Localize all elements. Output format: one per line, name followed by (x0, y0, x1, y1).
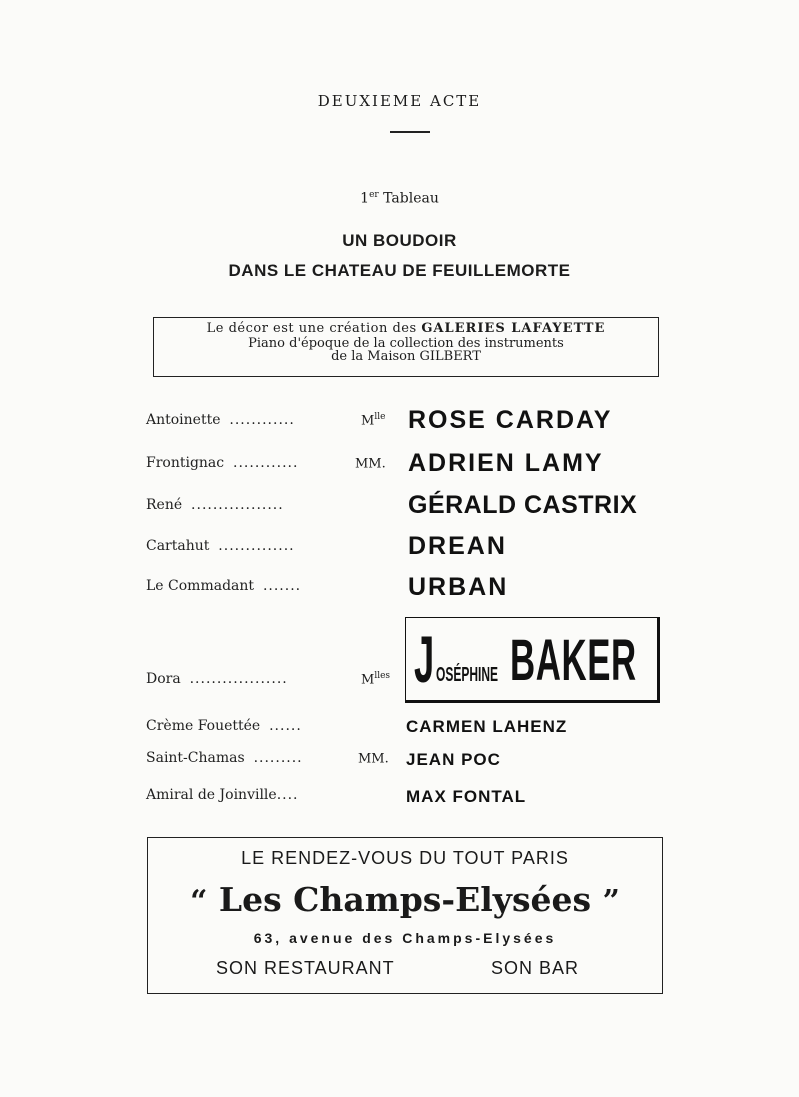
tableau-heading (0, 190, 799, 207)
advert-box (147, 837, 663, 994)
act-title: DEUXIEME ACTE (317, 92, 482, 110)
cast-actor: URBAN (408, 573, 509, 601)
advert-name (148, 880, 662, 919)
credit-line2: Piano d'époque de la collection des instruments (248, 336, 564, 351)
cast-actor: GÉRALD CASTRIX (408, 491, 638, 519)
credit-line3: de la Maison GILBERT (331, 349, 481, 364)
cast-actor: ROSE CARDAY (408, 406, 613, 434)
advert-venue: Les Champs-Elysées (218, 880, 592, 919)
cast-actor: MAX FONTAL (406, 787, 527, 806)
close-quote: ” (602, 884, 620, 919)
cast-role: Dora .................. (146, 671, 288, 687)
cast-role: Crème Fouettée ...... (146, 718, 302, 734)
star-billing-box (405, 617, 660, 703)
scene-title-line2: DANS LE CHATEAU DE FEUILLEMORTE (228, 261, 571, 280)
advert-address: 63, avenue des Champs-Elysées (253, 930, 557, 946)
cast-title: MM. (358, 751, 389, 767)
scene-title-line1: UN BOUDOIR (342, 231, 457, 250)
credit-line1 (154, 321, 658, 337)
decor-credit-box (153, 317, 659, 377)
cast-title: $M^{lles}$ (361, 671, 391, 688)
cast-role: Amiral de Joinville.... (146, 787, 299, 803)
advert-bar: SON BAR (491, 958, 580, 978)
title-rule (390, 131, 430, 133)
credit-prefix: Le décor est une création des (206, 321, 417, 336)
cast-role: Antoinette ............ (146, 412, 295, 428)
advert-tagline: LE RENDEZ-VOUS DU TOUT PARIS (241, 848, 569, 868)
cast-role: Le Commadant ....... (146, 578, 302, 594)
cast-actor: DREAN (408, 532, 507, 560)
cast-role: Frontignac ............ (146, 455, 299, 471)
cast-title: MM. (355, 456, 386, 472)
star-initial: J (414, 622, 435, 696)
open-quote: “ (190, 884, 208, 919)
tableau-label: Tableau (383, 190, 439, 207)
cast-role: René ................. (146, 497, 284, 513)
star-last-name: BAKER (510, 628, 637, 693)
tableau-number: 1 (360, 190, 370, 207)
tableau-ordinal: er (369, 190, 379, 200)
cast-role: Cartahut .............. (146, 538, 295, 554)
star-first-name: OSÉPHINE (436, 664, 499, 686)
cast-actor: JEAN POC (406, 750, 501, 769)
cast-role: Saint-Chamas ......... (146, 750, 303, 766)
cast-actor: ADRIEN LAMY (408, 449, 604, 477)
cast-actor: CARMEN LAHENZ (406, 717, 568, 736)
cast-title: $M^{lle}$ (361, 412, 386, 429)
credit-brand: GALERIES LAFAYETTE (421, 321, 606, 336)
advert-restaurant: SON RESTAURANT (216, 958, 395, 978)
